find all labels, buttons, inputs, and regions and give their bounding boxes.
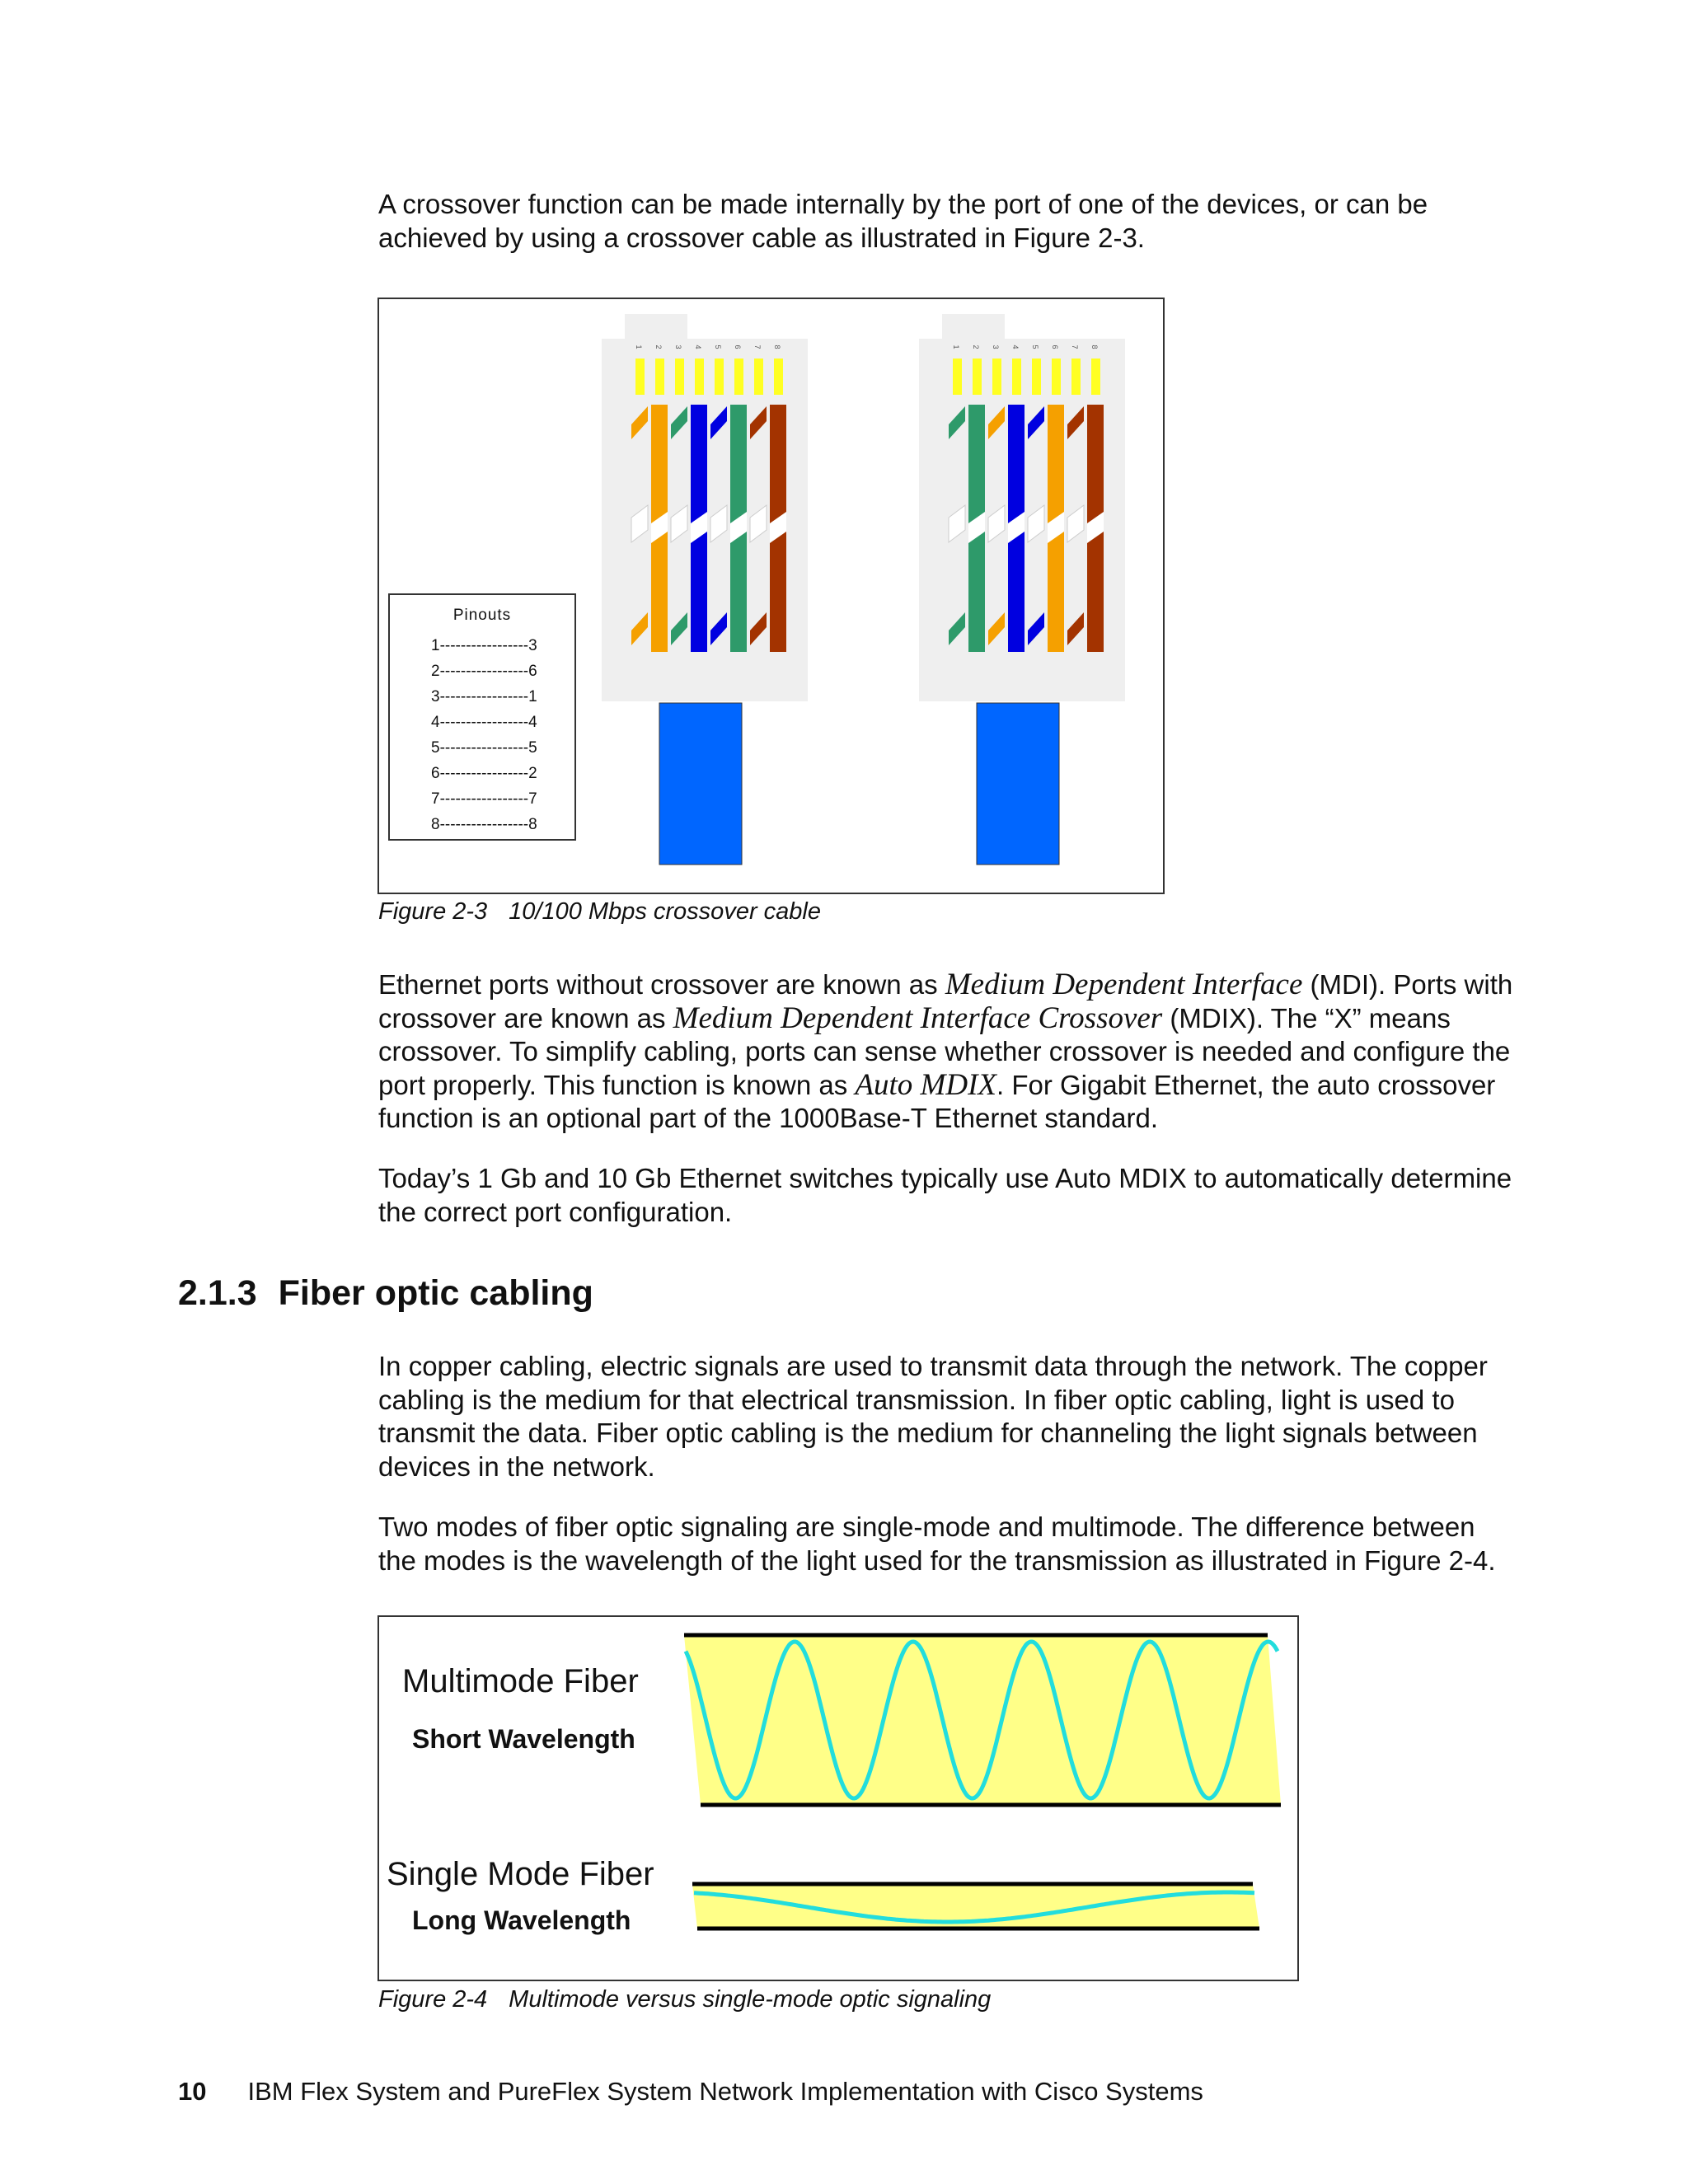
page-number: 10 (178, 2077, 207, 2106)
right-pin-number: 7 (1071, 344, 1079, 349)
caption-number: Figure 2-3 (378, 898, 488, 925)
pinout-row: 6-----------------2 (431, 765, 537, 782)
auto-mdix-paragraph: Today’s 1 Gb and 10 Gb Ethernet switches typically use Auto MDIX to automatically determine the correct port configuration. (378, 1163, 1512, 1227)
left-cable (659, 703, 742, 865)
mdi-text: . For Gigabit Ethernet, the auto crossover function is an optional part of the 1000Base-T Ethernet standard. (378, 1069, 1496, 1133)
pinout-row: 3-----------------1 (431, 688, 537, 705)
right-pin-number: 2 (972, 344, 980, 349)
right-pin-contact (992, 359, 1001, 395)
figure-2-4-caption (378, 1986, 991, 2013)
right-pin-contact (1091, 359, 1100, 395)
left-pin-number: 7 (753, 344, 762, 349)
pinout-row: 1-----------------3 (431, 637, 537, 654)
singlemode-subtitle: Long Wavelength (412, 1905, 631, 1935)
multimode-core (684, 1635, 1281, 1805)
left-pin-number: 1 (635, 344, 643, 349)
pinout-row: 4-----------------4 (431, 714, 537, 731)
mdi-text: (MDI). Ports with crossover are known as (378, 969, 1513, 1033)
left-pin-number: 2 (654, 344, 663, 349)
modes-paragraph: Two modes of fiber optic signaling are single-mode and multimode. The difference between the modes is the wavelength of the light used for the transmission as illustrated in Figure 2-4. (378, 1511, 1496, 1576)
right-pin-number: 8 (1090, 344, 1099, 349)
right-pin-contact (1032, 359, 1041, 395)
intro-paragraph: A crossover function can be made internally by the port of one of the devices, or can be achieved by using a crossover cable as illustrated in Figure 2-3. (378, 189, 1428, 253)
mdi-paragraph (378, 968, 1516, 1136)
caption-text: Multimode versus single-mode optic signaling (509, 1986, 992, 2013)
right-cable (977, 703, 1059, 865)
right-pin-number: 3 (992, 344, 1000, 349)
section-title: Fiber optic cabling (278, 1273, 593, 1313)
mdi-term: Medium Dependent Interface (945, 968, 1303, 1001)
pinout-row: 2-----------------6 (431, 663, 537, 680)
footer-title: IBM Flex System and PureFlex System Network Implementation with Cisco Systems (247, 2077, 1203, 2106)
singlemode-title: Single Mode Fiber (387, 1856, 654, 1892)
right-pin-number: 5 (1031, 344, 1039, 349)
left-pin-contact (754, 359, 763, 395)
right-pin-contact (973, 359, 982, 395)
left-pin-contact (675, 359, 684, 395)
pinout-row: 5-----------------5 (431, 739, 537, 757)
section-heading (178, 1273, 593, 1314)
pinout-row: 7-----------------7 (431, 790, 537, 808)
fiber-modes-figure (377, 1615, 1299, 1981)
multimode-subtitle: Short Wavelength (412, 1724, 635, 1754)
page-footer (178, 2077, 1203, 2107)
left-pin-number: 4 (694, 344, 702, 349)
auto-mdix-term: Auto MDIX (855, 1067, 996, 1102)
pinouts-table (388, 593, 576, 841)
copper-paragraph: In copper cabling, electric signals are used to transmit data through the network. The copper cabling is the medium for that electrical transmission. In fiber optic cabling, light is used to transmit the data. Fiber optic cabling is the medium for channeling the light signals between devices in the network. (378, 1351, 1488, 1482)
right-pin-number: 6 (1051, 344, 1059, 349)
right-connector-tab (942, 314, 1005, 339)
left-pin-number: 3 (674, 344, 682, 349)
section-number: 2.1.3 (178, 1273, 257, 1313)
crossover-cable-figure (377, 298, 1165, 894)
mdi-text: (MDIX). The “X” means crossover. To simplify cabling, ports can sense whether crossover is needed and configure the port properly. This function is known as (378, 1002, 1511, 1100)
left-pin-number: 5 (714, 344, 722, 349)
pinouts-title: Pinouts (452, 607, 512, 624)
left-pin-contact (734, 359, 743, 395)
left-pin-contact (695, 359, 704, 395)
left-pin-number: 6 (734, 344, 742, 349)
left-pin-contact (655, 359, 664, 395)
left-pin-contact (715, 359, 724, 395)
right-pin-number: 4 (1011, 344, 1020, 349)
right-pin-contact (953, 359, 962, 395)
left-connector-tab (625, 314, 687, 339)
pinout-row: 8-----------------8 (431, 816, 537, 833)
caption-number: Figure 2-4 (378, 1986, 488, 2013)
figure-2-3-caption (378, 898, 821, 926)
right-pin-contact (1071, 359, 1081, 395)
left-pin-number: 8 (773, 344, 781, 349)
left-pin-contact (774, 359, 783, 395)
caption-text: 10/100 Mbps crossover cable (509, 898, 821, 925)
multimode-title: Multimode Fiber (402, 1663, 639, 1699)
mdi-text: Ethernet ports without crossover are known as (378, 969, 945, 1000)
right-pin-contact (1012, 359, 1021, 395)
left-pin-contact (635, 359, 645, 395)
mdix-term: Medium Dependent Interface Crossover (673, 1001, 1163, 1035)
pinouts-list (390, 633, 574, 837)
right-pin-contact (1052, 359, 1061, 395)
right-pin-number: 1 (952, 344, 960, 349)
